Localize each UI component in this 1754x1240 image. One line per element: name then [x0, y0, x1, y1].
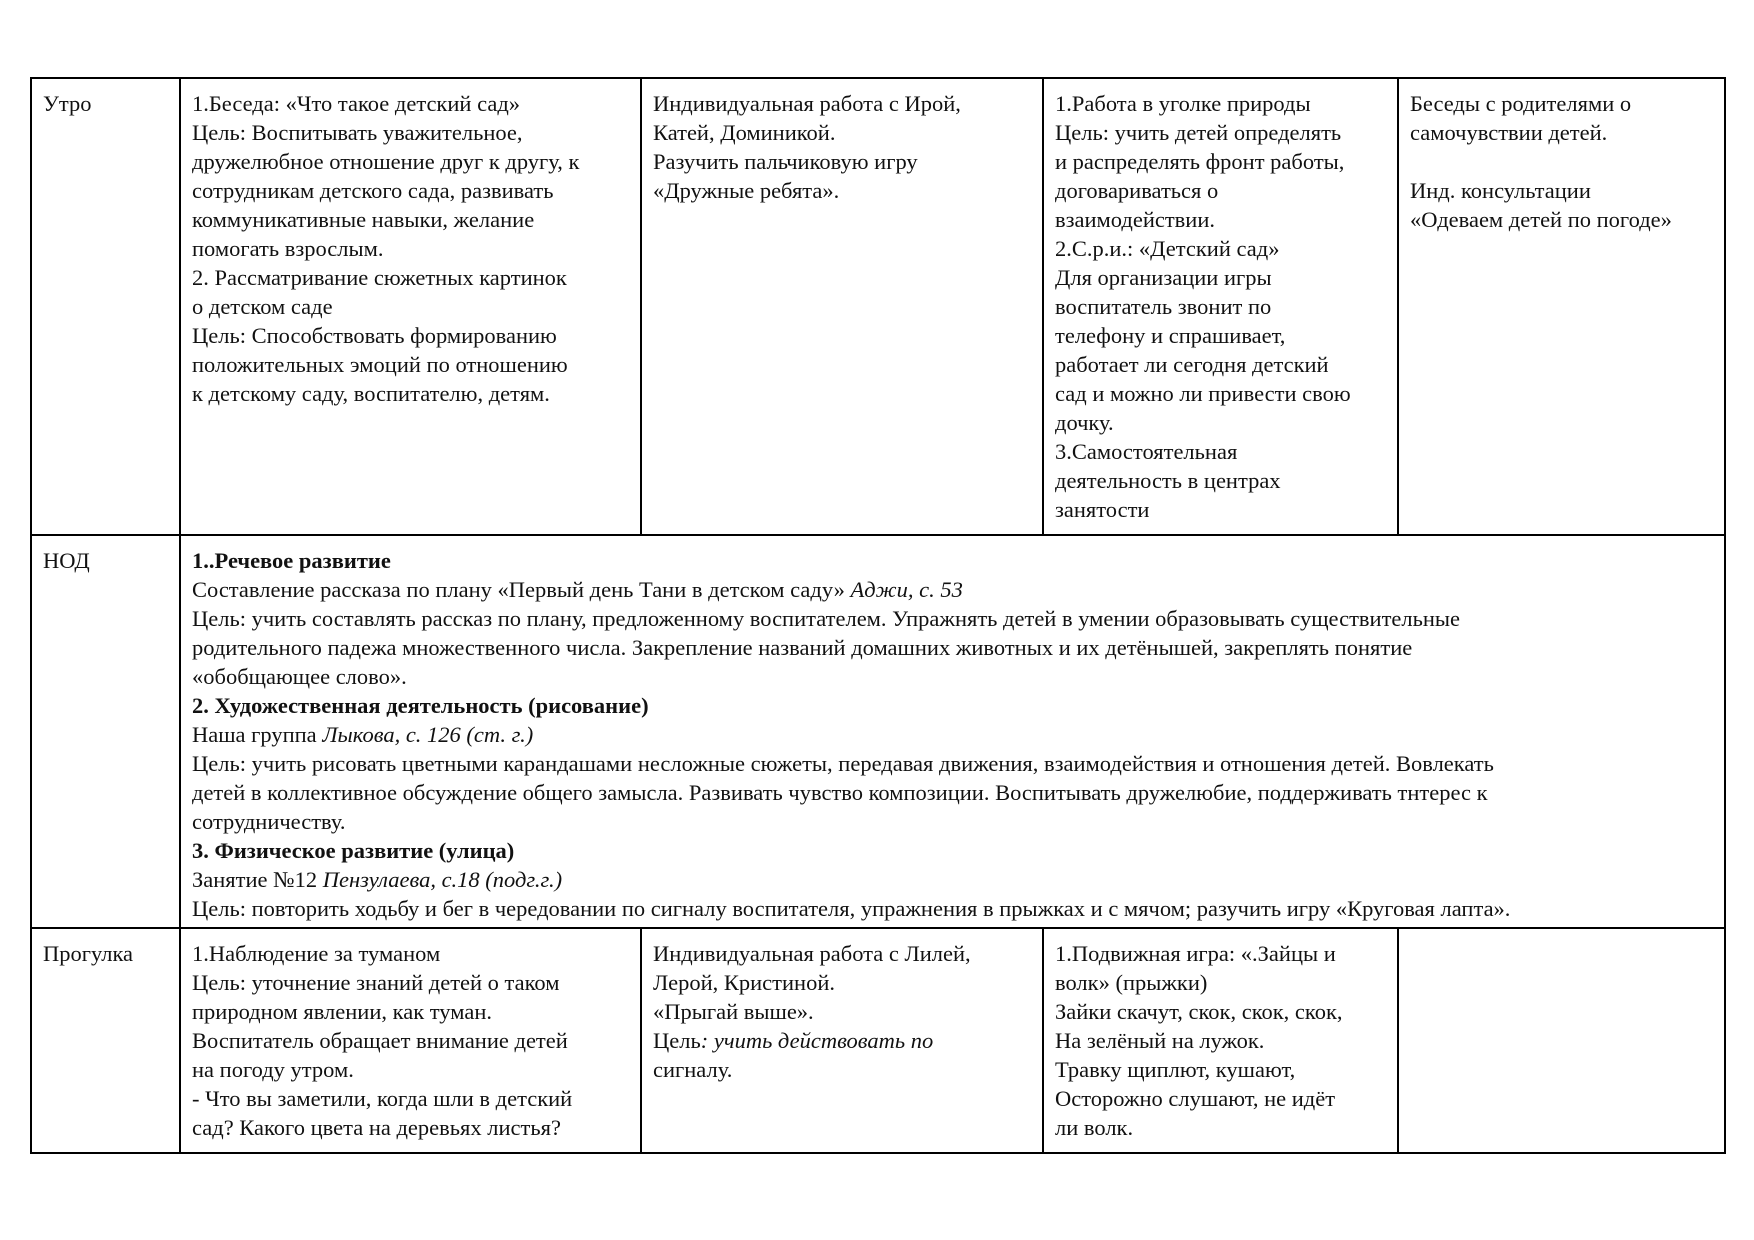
text-segment: Цель: учить рисовать цветными карандашами несложные сюжеты, передавая движения, взаимодействия и отношения детей. Вовлекать [192, 751, 1494, 776]
row-progulka [31, 928, 1725, 1153]
text-segment: Для организации игры [1055, 265, 1272, 290]
text-line [1055, 234, 1387, 263]
text-line [1055, 408, 1387, 437]
text-line [653, 939, 1032, 968]
text-segment: Осторожно слушают, не идёт [1055, 1086, 1336, 1111]
text-line [192, 1026, 630, 1055]
text-line [192, 836, 1714, 865]
reference-text: Пензулаева, с.18 (подг.г.) [322, 867, 563, 892]
text-line [1410, 89, 1714, 118]
row-label: Утро [31, 78, 180, 535]
text-line [653, 118, 1032, 147]
text-line [1055, 350, 1387, 379]
row-label: Прогулка [31, 928, 180, 1153]
row-utro [31, 78, 1725, 535]
text-line [1055, 147, 1387, 176]
text-line [653, 1026, 1032, 1055]
text-segment: воспитатель звонит по [1055, 294, 1272, 319]
text-line [1055, 379, 1387, 408]
text-line [192, 894, 1714, 923]
text-line [1055, 1026, 1387, 1055]
text-line [192, 749, 1714, 778]
table-cell [1398, 78, 1725, 535]
text-line [192, 118, 630, 147]
text-line [1055, 939, 1387, 968]
text-line [192, 720, 1714, 749]
text-segment: Составление рассказа по плану «Первый день Тани в детском саду» [192, 577, 851, 602]
text-line [1055, 466, 1387, 495]
text-segment: Цель: повторить ходьбу и бег в чередовании по сигналу воспитателя, упражнения в прыжках и с мячом; разучить игру «Круговая лапта». [192, 896, 1511, 921]
text-segment: 1.Наблюдение за туманом [192, 941, 441, 966]
text-segment: ли волк. [1055, 1115, 1134, 1140]
text-line [1055, 292, 1387, 321]
text-segment: родительного падежа множественного числа. Закрепление названий домашних животных и их детёнышей, закреплять понятие [192, 635, 1413, 660]
table-cell [180, 535, 1725, 928]
text-line [1055, 1055, 1387, 1084]
text-line [192, 292, 630, 321]
text-line [192, 379, 630, 408]
section-heading: 1..Речевое развитие [192, 548, 391, 573]
text-segment: к детскому саду, воспитателю, детям. [192, 381, 550, 406]
text-segment: «Прыгай выше». [653, 999, 814, 1024]
reference-text: Аджи, с. 53 [850, 577, 963, 602]
text-segment: дочку. [1055, 410, 1114, 435]
text-line [653, 968, 1032, 997]
text-segment: на погоду утром. [192, 1057, 354, 1082]
text-segment: Разучить пальчиковую игру [653, 149, 918, 174]
text-line [192, 604, 1714, 633]
text-line [1410, 176, 1714, 205]
text-line [1055, 968, 1387, 997]
text-segment: Цель: учить составлять рассказ по плану, предложенному воспитателем. Упражнять детей в умении образовывать существительные [192, 606, 1461, 631]
text-segment: и распределять фронт работы, [1055, 149, 1345, 174]
text-segment: положительных эмоций по отношению [192, 352, 568, 377]
text-segment: Инд. консультации [1410, 178, 1591, 203]
text-segment: Цель: учить детей определять [1055, 120, 1342, 145]
reference-text: Лыкова, с. 126 (ст. г.) [322, 722, 534, 747]
text-segment: Цель: Способствовать формированию [192, 323, 557, 348]
text-line [192, 546, 1714, 575]
text-line [1055, 495, 1387, 524]
text-line [192, 176, 630, 205]
text-line [1055, 997, 1387, 1026]
table-cell [180, 928, 641, 1153]
text-segment: коммуникативные навыки, желание [192, 207, 535, 232]
text-segment: - Что вы заметили, когда шли в детский [192, 1086, 573, 1111]
text-segment: Воспитатель обращает внимание детей [192, 1028, 568, 1053]
text-line [192, 662, 1714, 691]
plan-table [30, 77, 1726, 1154]
text-segment: природном явлении, как туман. [192, 999, 492, 1024]
text-line [192, 778, 1714, 807]
text-segment [1410, 149, 1416, 174]
section-heading: 3. Физическое развитие (улица) [192, 838, 515, 863]
text-segment: волк» (прыжки) [1055, 970, 1208, 995]
row-nod [31, 535, 1725, 928]
text-segment: «обобщающее слово». [192, 664, 407, 689]
text-segment: Беседы с родителями о [1410, 91, 1632, 116]
text-line [192, 234, 630, 263]
text-line [192, 1113, 630, 1142]
text-line [653, 89, 1032, 118]
table-cell [1043, 78, 1398, 535]
text-segment: Травку щиплют, кушают, [1055, 1057, 1296, 1082]
text-line [192, 263, 630, 292]
table-cell [1398, 928, 1725, 1153]
text-line [1055, 89, 1387, 118]
text-segment: «Дружные ребята». [653, 178, 840, 203]
text-segment: Наша группа [192, 722, 323, 747]
text-line [192, 89, 630, 118]
text-segment: сотрудникам детского сада, развивать [192, 178, 554, 203]
row-label: НОД [31, 535, 180, 928]
text-line [192, 350, 630, 379]
text-segment: дружелюбное отношение друг к другу, к [192, 149, 580, 174]
text-line [192, 807, 1714, 836]
text-segment: сотрудничеству. [192, 809, 346, 834]
section-heading: 2. Художественная деятельность (рисование) [192, 693, 649, 718]
text-segment: Цель: Воспитывать уважительное, [192, 120, 523, 145]
text-line [1410, 147, 1714, 176]
text-line [1055, 1084, 1387, 1113]
text-segment: договариваться о [1055, 178, 1219, 203]
text-segment: сигналу. [653, 1057, 733, 1082]
text-segment: Занятие №12 [192, 867, 323, 892]
text-segment: Лерой, Кристиной. [653, 970, 835, 995]
text-line [192, 997, 630, 1026]
text-segment: о детском саде [192, 294, 333, 319]
text-segment: «Одеваем детей по погоде» [1410, 207, 1672, 232]
text-line [653, 147, 1032, 176]
text-line [653, 1055, 1032, 1084]
table-cell [180, 78, 641, 535]
text-segment: телефону и спрашивает, [1055, 323, 1286, 348]
text-line [192, 968, 630, 997]
text-line [192, 865, 1714, 894]
text-line [1055, 176, 1387, 205]
reference-text: : учить действовать по [700, 1028, 934, 1053]
text-line [1055, 205, 1387, 234]
text-segment: 1.Работа в уголке природы [1055, 91, 1311, 116]
text-line [192, 633, 1714, 662]
text-line [192, 939, 630, 968]
text-line [192, 147, 630, 176]
text-segment: занятости [1055, 497, 1150, 522]
text-segment: сад? Какого цвета на деревьях листья? [192, 1115, 561, 1140]
text-segment: взаимодействии. [1055, 207, 1216, 232]
table-cell [1043, 928, 1398, 1153]
text-line [1055, 321, 1387, 350]
text-segment: Индивидуальная работа с Ирой, [653, 91, 961, 116]
text-line [1410, 118, 1714, 147]
text-segment: 2.С.р.и.: «Детский сад» [1055, 236, 1280, 261]
text-segment: деятельность в центрах [1055, 468, 1281, 493]
text-line [1410, 205, 1714, 234]
text-segment: сад и можно ли привести свою [1055, 381, 1351, 406]
text-segment: 1.Подвижная игра: «.Зайцы и [1055, 941, 1336, 966]
text-line [1055, 1113, 1387, 1142]
text-segment: Зайки скачут, скок, скок, скок, [1055, 999, 1343, 1024]
text-segment: помогать взрослым. [192, 236, 384, 261]
text-line [653, 997, 1032, 1026]
table-cell [641, 78, 1043, 535]
text-line [192, 321, 630, 350]
text-segment: Индивидуальная работа с Лилей, [653, 941, 971, 966]
text-segment: детей в коллективное обсуждение общего замысла. Развивать чувство композиции. Воспитывать дружелюбие, поддерживать тнтерес к [192, 780, 1488, 805]
text-line [653, 176, 1032, 205]
text-line [1055, 263, 1387, 292]
text-segment: 3.Самостоятельная [1055, 439, 1238, 464]
text-segment: Цель [653, 1028, 701, 1053]
text-segment: 1.Беседа: «Что такое детский сад» [192, 91, 521, 116]
text-line [192, 575, 1714, 604]
text-line [1055, 118, 1387, 147]
text-line [192, 1055, 630, 1084]
text-segment: Цель: уточнение знаний детей о таком [192, 970, 560, 995]
text-line [192, 205, 630, 234]
text-segment: На зелёный на лужок. [1055, 1028, 1265, 1053]
text-segment: самочувствии детей. [1410, 120, 1608, 145]
table-cell [641, 928, 1043, 1153]
text-line [192, 691, 1714, 720]
text-line [192, 1084, 630, 1113]
text-segment: 2. Рассматривание сюжетных картинок [192, 265, 567, 290]
text-line [1055, 437, 1387, 466]
text-segment: Катей, Доминикой. [653, 120, 836, 145]
text-segment: работает ли сегодня детский [1055, 352, 1329, 377]
